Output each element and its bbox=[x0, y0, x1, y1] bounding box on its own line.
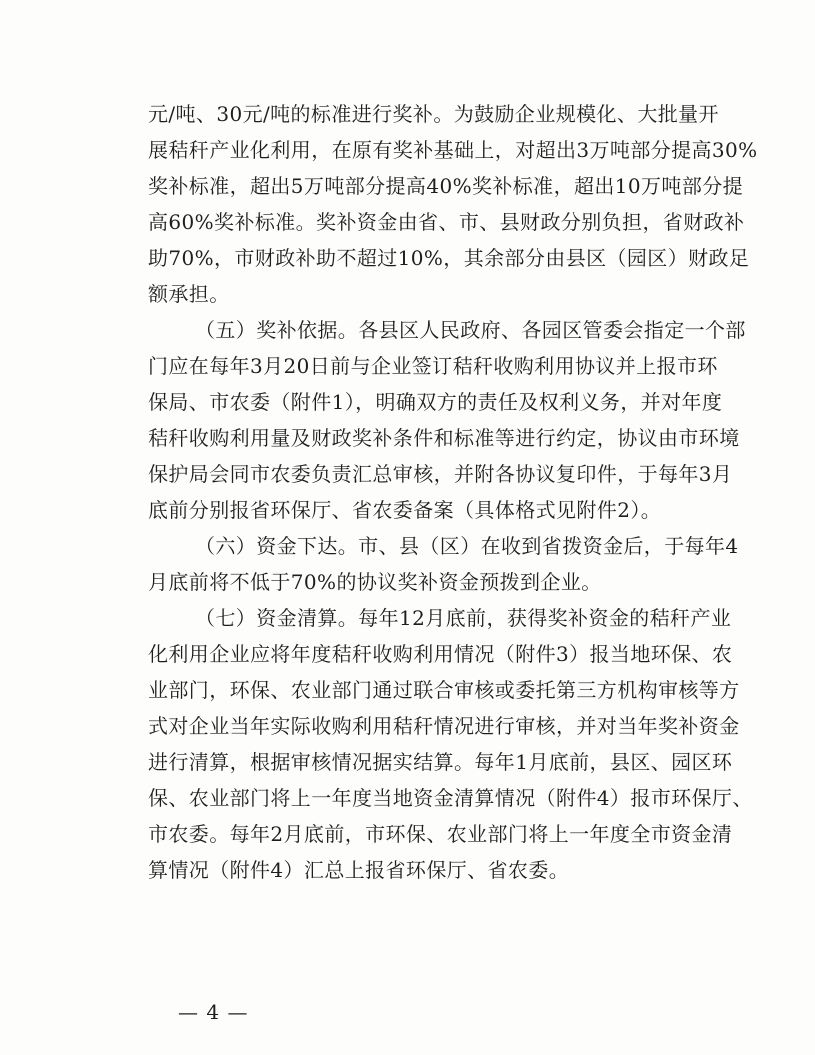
text-line: 保护局会同市农委负责汇总审核，并附各协议复印件，于每年3月 bbox=[148, 462, 733, 486]
text-line: 元/吨、30元/吨的标准进行奖补。为鼓励企业规模化、大批量开 bbox=[148, 102, 719, 126]
text-line: 额承担。 bbox=[148, 282, 230, 306]
text-line: 业部门，环保、农业部门通过联合审核或委托第三方机构审核等方 bbox=[148, 678, 740, 702]
text-line: 助70%，市财政补助不超过10%，其余部分由县区（园区）财政足 bbox=[148, 246, 750, 270]
text-line: 高60%奖补标准。奖补资金由省、市、县财政分别负担，省财政补 bbox=[148, 210, 745, 234]
text-line: 市农委。每年2月底前，市环保、农业部门将上一年度全市资金清 bbox=[148, 822, 733, 846]
text-line: （六）资金下达。市、县（区）在收到省拨资金后，于每年4 bbox=[195, 534, 739, 558]
text-line: 进行清算，根据审核情况据实结算。每年1月底前，县区、园区环 bbox=[148, 750, 733, 774]
text-line: 化利用企业应将年度秸秆收购利用情况（附件3）报当地环保、农 bbox=[148, 642, 733, 666]
text-line: 展秸秆产业化利用，在原有奖补基础上，对超出3万吨部分提高30% bbox=[148, 138, 758, 162]
text-line: 月底前将不低于70%的协议奖补资金预拨到企业。 bbox=[148, 570, 602, 594]
text-line: 秸秆收购利用量及财政奖补条件和标准等进行约定，协议由市环境 bbox=[148, 426, 740, 450]
text-line: （七）资金清算。每年12月底前，获得奖补资金的秸秆产业 bbox=[195, 606, 732, 630]
text-line: 奖补标准，超出5万吨部分提高40%奖补标准，超出10万吨部分提 bbox=[148, 174, 744, 198]
text-line: 保局、市农委（附件1），明确双方的责任及权利义务，并对年度 bbox=[148, 390, 723, 414]
text-line: 底前分别报省环保厅、省农委备案（具体格式见附件2）。 bbox=[148, 498, 662, 522]
text-line: 算情况（附件4）汇总上报省环保厅、省农委。 bbox=[148, 858, 570, 882]
text-line: （五）奖补依据。各县区人民政府、各园区管委会指定一个部 bbox=[195, 318, 746, 342]
page-number: — 4 — bbox=[178, 1000, 249, 1024]
text-line: 门应在每年3月20日前与企业签订秸秆收购利用协议并上报市环 bbox=[148, 354, 718, 378]
text-line: 保、农业部门将上一年度当地资金清算情况（附件4）报市环保厅、 bbox=[148, 786, 753, 810]
text-line: 式对企业当年实际收购利用秸秆情况进行审核，并对当年奖补资金 bbox=[148, 714, 740, 738]
